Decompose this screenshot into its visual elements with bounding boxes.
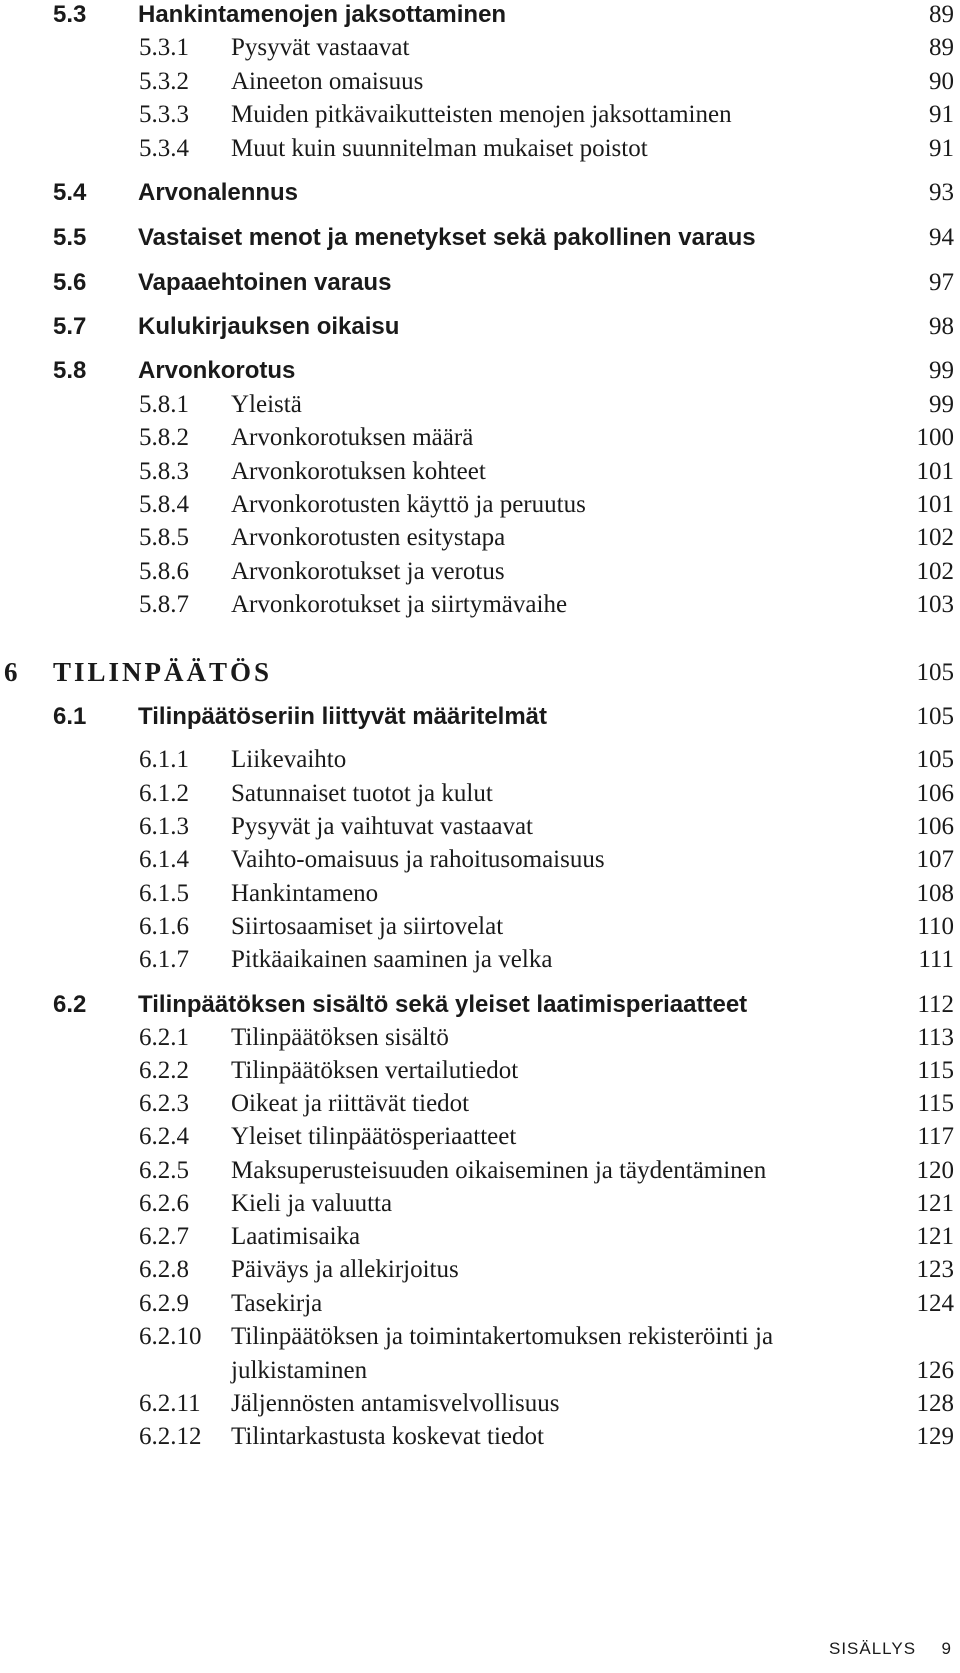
toc-subsection-entry [0,1222,960,1256]
toc-entry-title-line: Tilinpäätöseriin liittyvät määritelmät [138,703,548,730]
toc-entry-page: 90 [929,68,954,95]
toc-entry-title-line: Kieli ja valuutta [231,1190,393,1217]
toc-entry-page: 98 [929,313,954,340]
toc-entry-number: 6.2.3 [139,1090,189,1117]
toc-entry-title [231,1322,773,1386]
toc-entry-title-line: Yleistä [231,391,302,418]
toc-section-entry [0,178,960,212]
toc-entry-title-line: Tilintarkastusta koskevat tiedot [231,1423,544,1450]
toc-entry-title [231,745,346,775]
toc-entry-number: 5.4 [53,179,87,206]
toc-entry-page: 112 [917,991,954,1018]
toc-entry-number: 5.8.7 [139,591,189,618]
toc-entry-title-line: Tilinpäätöksen sisältö sekä yleiset laatimisperiaatteet [138,991,748,1018]
toc-subsection-entry [0,912,960,946]
toc-entry-page: 107 [916,846,954,873]
toc-entry-page: 117 [917,1123,954,1150]
toc-entry-title [138,223,756,253]
toc-entry-title-line: Maksuperusteisuuden oikaiseminen ja täydentäminen [231,1157,767,1184]
toc-entry-page: 126 [916,1357,954,1384]
toc-entry-page: 99 [929,357,954,384]
toc-entry-title [138,0,506,30]
toc-entry-number: 5.3.3 [139,101,189,128]
toc-section-entry [0,312,960,346]
toc-entry-title [231,523,505,553]
toc-entry-number: 5.8.1 [139,391,189,418]
page-footer [829,1639,952,1659]
toc-entry-title [138,990,747,1020]
toc-entry-number: 6.1.3 [139,813,189,840]
toc-entry-number: 6.2.10 [139,1323,202,1350]
toc-entry-title-line: Arvonalennus [138,179,299,206]
toc-subsection-entry [0,779,960,813]
toc-entry-title [231,779,493,809]
toc-entry-number: 6.1.5 [139,880,189,907]
toc-entry-number: 6.2.1 [139,1024,189,1051]
toc-entry-page: 100 [916,424,954,451]
toc-entry-title [231,812,533,842]
toc-entry-number: 6.2.6 [139,1190,189,1217]
toc-entry-number: 6.2 [53,991,87,1018]
toc-entry-title [231,33,409,63]
toc-entry-number: 5.8.6 [139,558,189,585]
toc-subsection-entry [0,457,960,491]
toc-subsection-entry [0,745,960,779]
toc-entry-page: 89 [929,34,954,61]
toc-entry-title-line: Muiden pitkävaikutteisten menojen jaksottaminen [231,101,732,128]
toc-entry-number: 5.3 [53,1,87,28]
toc-entry-title-line: Arvonkorotusten käyttö ja peruutus [231,491,586,518]
toc-subsection-entry [0,1389,960,1423]
toc-entry-title [231,912,503,942]
toc-subsection-entry [0,1089,960,1123]
toc-subsection-entry [0,845,960,879]
toc-entry-title [231,1089,469,1119]
toc-entry-title-line: Arvonkorotus [138,357,296,384]
toc-entry-title [231,1255,459,1285]
toc-entry-title [231,490,586,520]
toc-entry-title [231,134,648,164]
toc-entry-title [53,656,272,688]
toc-entry-title-line: Hankintamenojen jaksottaminen [138,1,507,28]
toc-entry-page: 123 [916,1256,954,1283]
toc-entry-title-line: Aineeton omaisuus [231,68,424,95]
toc-entry-number: 6.1.1 [139,746,189,773]
toc-entry-number: 6.2.12 [139,1423,202,1450]
toc-subsection-entry [0,1122,960,1156]
toc-entry-page: 89 [929,1,954,28]
toc-entry-title-line: Oikeat ja riittävät tiedot [231,1090,470,1117]
toc-subsection-entry [0,879,960,913]
toc-entry-title-line: Liikevaihto [231,746,347,773]
toc-entry-title [138,312,399,342]
toc-subsection-entry [0,490,960,524]
toc-subsection-entry [0,33,960,67]
toc-entry-title-line: Satunnaiset tuotot ja kulut [231,780,493,807]
toc-entry-number: 5.7 [53,313,87,340]
toc-subsection-entry [0,1189,960,1223]
toc-entry-title [231,557,505,587]
toc-entry-title-continuation: julkistaminen [231,1357,368,1384]
toc-entry-title [231,590,567,620]
toc-entry-page: 106 [916,780,954,807]
toc-entry-title-line: TILINPÄÄTÖS [53,657,273,687]
toc-entry-title-line: Jäljennösten antamisvelvollisuus [231,1390,560,1417]
toc-entry-page: 121 [916,1223,954,1250]
toc-entry-page: 94 [929,224,954,251]
toc-entry-title-line: Tilinpäätöksen ja toimintakertomuksen rekisteröinti ja [231,1323,774,1350]
toc-entry-number: 5.6 [53,269,87,296]
toc-entry-title [231,945,552,975]
toc-entry-title [231,845,605,875]
toc-entry-page: 91 [929,101,954,128]
toc-entry-title-line: Yleiset tilinpäätösperiaatteet [231,1123,517,1150]
toc-entry-title-line: Arvonkorotuksen kohteet [231,458,486,485]
footer-page-number: 9 [941,1639,952,1658]
toc-entry-page: 120 [916,1157,954,1184]
toc-entry-title [231,390,302,420]
toc-entry-number: 6.1.6 [139,913,189,940]
toc-entry-number: 6.1.2 [139,780,189,807]
toc-subsection-entry [0,1322,960,1392]
toc-entry-number: 6.2.5 [139,1157,189,1184]
toc-subsection-entry [0,590,960,624]
toc-subsection-entry [0,1255,960,1289]
toc-subsection-entry [0,1289,960,1323]
toc-entry-title-line: Arvonkorotuksen määrä [231,424,474,451]
toc-entry-title-line: Laatimisaika [231,1223,361,1250]
toc-entry-page: 101 [916,491,954,518]
toc-entry-page: 121 [916,1190,954,1217]
toc-entry-number: 6.2.8 [139,1256,189,1283]
toc-entry-page: 99 [929,391,954,418]
toc-entry-title [231,1156,766,1186]
toc-entry-page: 106 [916,813,954,840]
toc-entry-page: 111 [918,946,954,973]
toc-subsection-entry [0,423,960,457]
toc-subsection-entry [0,67,960,101]
toc-entry-title-line: Päiväys ja allekirjoitus [231,1256,459,1283]
toc-entry-title [231,423,473,453]
toc-entry-number: 5.3.1 [139,34,189,61]
toc-subsection-entry [0,390,960,424]
toc-entry-page: 115 [917,1057,954,1084]
toc-entry-page: 105 [916,659,954,686]
toc-entry-title [138,356,295,386]
toc-entry-number: 5.8.4 [139,491,189,518]
toc-entry-title [231,1289,322,1319]
toc-entry-title [231,457,486,487]
toc-entry-page: 97 [929,269,954,296]
toc-subsection-entry [0,523,960,557]
toc-section-entry [0,356,960,390]
toc-section-entry [0,268,960,302]
toc-subsection-entry [0,1422,960,1456]
toc-entry-title-line: Muut kuin suunnitelman mukaiset poistot [231,135,648,162]
toc-entry-number: 5.8 [53,357,87,384]
toc-entry-title-line: Pysyvät ja vaihtuvat vastaavat [231,813,534,840]
toc-entry-number: 6.1.7 [139,946,189,973]
toc-entry-number: 6.2.2 [139,1057,189,1084]
toc-subsection-entry [0,134,960,168]
toc-subsection-entry [0,1023,960,1057]
toc-entry-number: 5.8.2 [139,424,189,451]
toc-entry-title-line: Arvonkorotukset ja siirtymävaihe [231,591,568,618]
toc-entry-title-line: Pitkäaikainen saaminen ja velka [231,946,553,973]
toc-entry-page: 110 [917,913,954,940]
toc-entry-title-line: Kulukirjauksen oikaisu [138,313,400,340]
toc-entry-number: 6 [4,657,21,687]
toc-entry-title [138,178,298,208]
toc-entry-page: 108 [916,880,954,907]
toc-section-entry [0,0,960,34]
toc-entry-title [231,1122,516,1152]
toc-entry-title [231,67,423,97]
toc-entry-page: 115 [917,1090,954,1117]
toc-entry-number: 5.3.2 [139,68,189,95]
toc-entry-page: 91 [929,135,954,162]
toc-entry-number: 6.2.9 [139,1290,189,1317]
toc-entry-page: 129 [916,1423,954,1450]
toc-entry-title-line: Hankintameno [231,880,379,907]
toc-section-entry [0,990,960,1024]
toc-entry-page: 103 [916,591,954,618]
toc-subsection-entry [0,100,960,134]
toc-entry-title-line: Vastaiset menot ja menetykset sekä pakollinen varaus [138,224,756,251]
toc-section-entry [0,223,960,257]
toc-entry-title-line: Arvonkorotusten esitystapa [231,524,506,551]
toc-entry-title [231,1056,518,1086]
toc-entry-page: 102 [916,524,954,551]
toc-subsection-entry [0,812,960,846]
toc-entry-number: 6.2.4 [139,1123,189,1150]
toc-entry-title [231,1389,559,1419]
toc-entry-title-line: Tilinpäätöksen sisältö [231,1024,449,1051]
toc-entry-number: 6.1.4 [139,846,189,873]
toc-entry-title [231,1189,392,1219]
toc-entry-number: 6.1 [53,703,87,730]
toc-entry-title [138,702,547,732]
toc-entry-number: 5.5 [53,224,87,251]
toc-entry-page: 105 [916,746,954,773]
toc-entry-page: 105 [916,703,954,730]
toc-entry-title-line: Pysyvät vastaavat [231,34,410,61]
toc-section-entry [0,702,960,736]
toc-entry-number: 5.8.3 [139,458,189,485]
toc-subsection-entry [0,1056,960,1090]
toc-entry-page: 102 [916,558,954,585]
toc-entry-page: 93 [929,179,954,206]
toc-entry-number: 5.8.5 [139,524,189,551]
toc-entry-title [231,1422,544,1452]
toc-subsection-entry [0,557,960,591]
toc-entry-page: 101 [916,458,954,485]
toc-entry-number: 6.2.7 [139,1223,189,1250]
toc-entry-title [231,1023,449,1053]
toc-subsection-entry [0,945,960,979]
toc-entry-title [231,1222,360,1252]
toc-entry-page: 128 [916,1390,954,1417]
toc-subsection-entry [0,1156,960,1190]
toc-entry-title-line: Vapaaehtoinen varaus [138,269,392,296]
toc-entry-title [231,100,732,130]
toc-entry-page: 124 [916,1290,954,1317]
toc-entry-title-line: Tilinpäätöksen vertailutiedot [231,1057,519,1084]
toc-entry-title-line: Tasekirja [231,1290,323,1317]
toc-entry-title-line: Siirtosaamiset ja siirtovelat [231,913,504,940]
toc-entry-title-line: Vaihto-omaisuus ja rahoitusomaisuus [231,846,605,873]
footer-section-label: SISÄLLYS [828,1639,917,1658]
toc-entry-number: 5.3.4 [139,135,189,162]
toc-entry-number: 6.2.11 [139,1390,201,1417]
toc-entry-title [138,268,391,298]
toc-entry-title-line: Arvonkorotukset ja verotus [231,558,505,585]
toc-chapter-entry [0,656,960,690]
toc-entry-title [231,879,378,909]
toc-entry-page: 113 [917,1024,954,1051]
